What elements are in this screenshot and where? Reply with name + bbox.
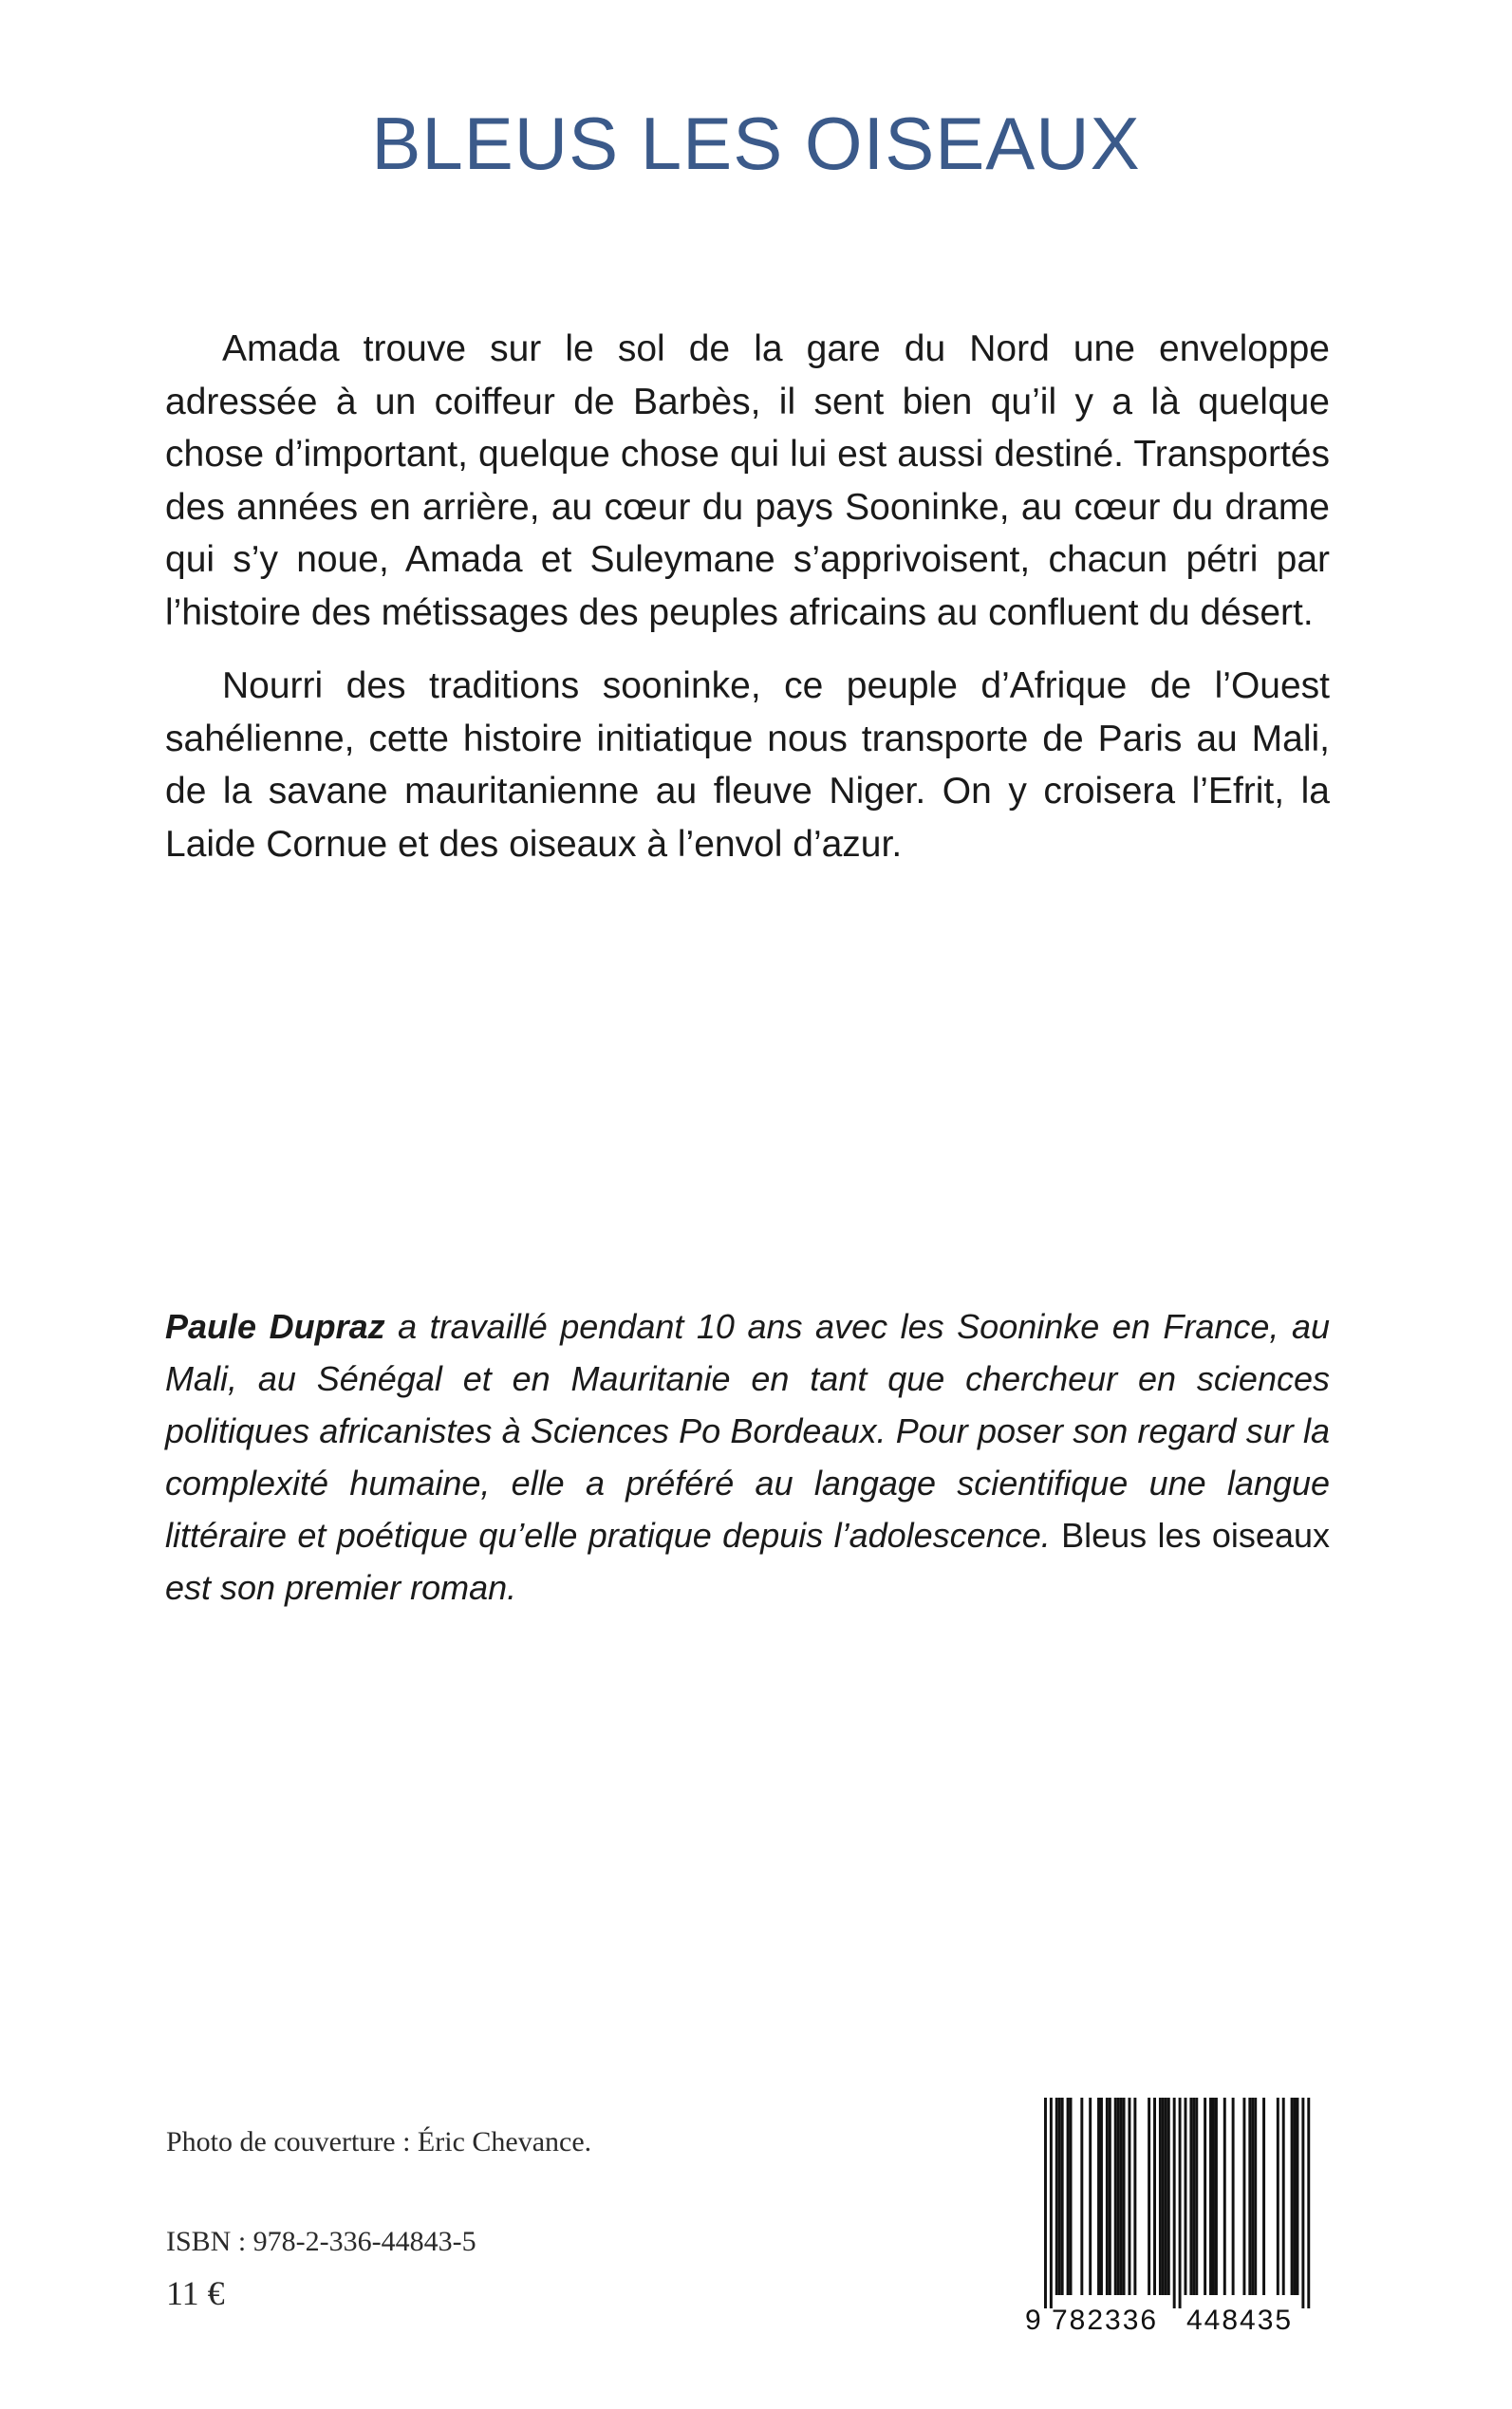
barcode-bar [1209, 2098, 1212, 2295]
synopsis-paragraph-2: Nourri des traditions sooninke, ce peuple d’Afrique de l’Ouest sahélienne, cette histoire initiatique nous transporte de Paris au Mali, de la savane mauritanienne au fleuve Niger. On y croisera l’Efrit, la Laide Cornue et des oiseaux à l’envol d’azur. [165, 665, 1330, 865]
barcode-bar [1162, 2098, 1165, 2295]
barcode-bar [1117, 2098, 1120, 2295]
isbn-barcode [1016, 2098, 1329, 2335]
synopsis-paragraph-1: Amada trouve sur le sol de la gare du Nord une enveloppe adressée à un coiffeur de Barbès, il sent bien qu’il y a là quelque chose d’important, quelque chose qui lui est aussi destiné. Transportés des années en arrière, au cœur du pays Sooninke, au cœur du drame qui s’y noue, Amada et Suleymane s’apprivoisent, chacun pétri par l’histoire des métissages des peuples africains au confluent du désert. [165, 328, 1330, 633]
barcode-bar [1123, 2098, 1126, 2295]
barcode-bar [1294, 2098, 1297, 2295]
cover-photo-credit: Photo de couverture : Éric Chevance. [166, 2126, 592, 2157]
barcode-right-digits: 448435 [1186, 2305, 1294, 2335]
barcode-bar [1277, 2098, 1279, 2295]
barcode-bar [1089, 2098, 1092, 2295]
barcode-bar [1242, 2098, 1245, 2295]
barcode-bar [1055, 2098, 1058, 2295]
isbn: ISBN : 978-2-336-44843-5 [166, 2226, 476, 2257]
barcode-bar [1106, 2098, 1109, 2295]
barcode-bar [1165, 2098, 1167, 2295]
barcode-bar [1061, 2098, 1064, 2295]
barcode-bar [1185, 2098, 1187, 2295]
barcode-bar [1189, 2098, 1192, 2295]
barcode-bar [1044, 2098, 1047, 2308]
barcode-first-digit: 9 [1025, 2305, 1041, 2335]
barcode-bar [1120, 2098, 1123, 2295]
barcode-bar [1195, 2098, 1198, 2295]
barcode-bar [1153, 2098, 1156, 2295]
barcode-bar [1307, 2098, 1310, 2308]
barcode-bar [1167, 2098, 1170, 2295]
barcode-bar [1232, 2098, 1235, 2295]
barcode-bar [1129, 2098, 1131, 2295]
barcode-bar [1223, 2098, 1226, 2295]
barcode-bar [1070, 2098, 1073, 2295]
barcode-bar [1097, 2098, 1100, 2295]
barcode-bar [1058, 2098, 1061, 2295]
barcode-bar [1204, 2098, 1206, 2295]
barcode-bar [1114, 2098, 1117, 2295]
barcode-bar [1148, 2098, 1150, 2295]
book-title: BLEUS LES OISEAUX [371, 102, 1141, 185]
barcode-bar [1254, 2098, 1257, 2295]
barcode-bar [1133, 2098, 1136, 2295]
author-name: Paule Dupraz [165, 1307, 385, 1346]
author-bio [165, 1300, 1330, 1614]
author-bio-text-1: a travaillé pendant 10 ans avec les Sooninke en France, au Mali, au Sénégal et en Mauritanie en tant que chercheur en sciences politiques africanistes à Sciences Po Bordeaux. Pour poser son regard sur la complexité humaine, elle a préféré au langage scientifique une langue littéraire et poétique qu’elle pratique depuis l’adolescence. [165, 1307, 1330, 1555]
author-bio-book-title: Bleus les oiseaux [1061, 1516, 1330, 1555]
barcode-bar [1282, 2098, 1285, 2295]
price: 11 € [166, 2274, 225, 2312]
barcode-bar [1297, 2098, 1299, 2295]
barcode-bar [1100, 2098, 1103, 2295]
barcode-bar [1248, 2098, 1251, 2295]
barcode-bar [1291, 2098, 1294, 2295]
author-bio-text-2: est son premier roman. [165, 1568, 517, 1607]
barcode-bars [1044, 2098, 1310, 2308]
barcode-bar [1262, 2098, 1265, 2295]
barcode-left-digits: 782336 [1052, 2305, 1159, 2335]
barcode-bar [1251, 2098, 1254, 2295]
synopsis [165, 323, 1330, 891]
barcode-bar [1173, 2098, 1176, 2308]
barcode-bar [1067, 2098, 1070, 2295]
barcode-bar [1109, 2098, 1111, 2295]
barcode-bar [1050, 2098, 1053, 2308]
barcode-bar [1301, 2098, 1304, 2308]
barcode-bar [1212, 2098, 1215, 2295]
barcode-bar [1080, 2098, 1083, 2295]
barcode-bar [1159, 2098, 1162, 2295]
barcode-bar [1215, 2098, 1218, 2295]
barcode-bar [1192, 2098, 1195, 2295]
barcode-bar [1179, 2098, 1182, 2308]
